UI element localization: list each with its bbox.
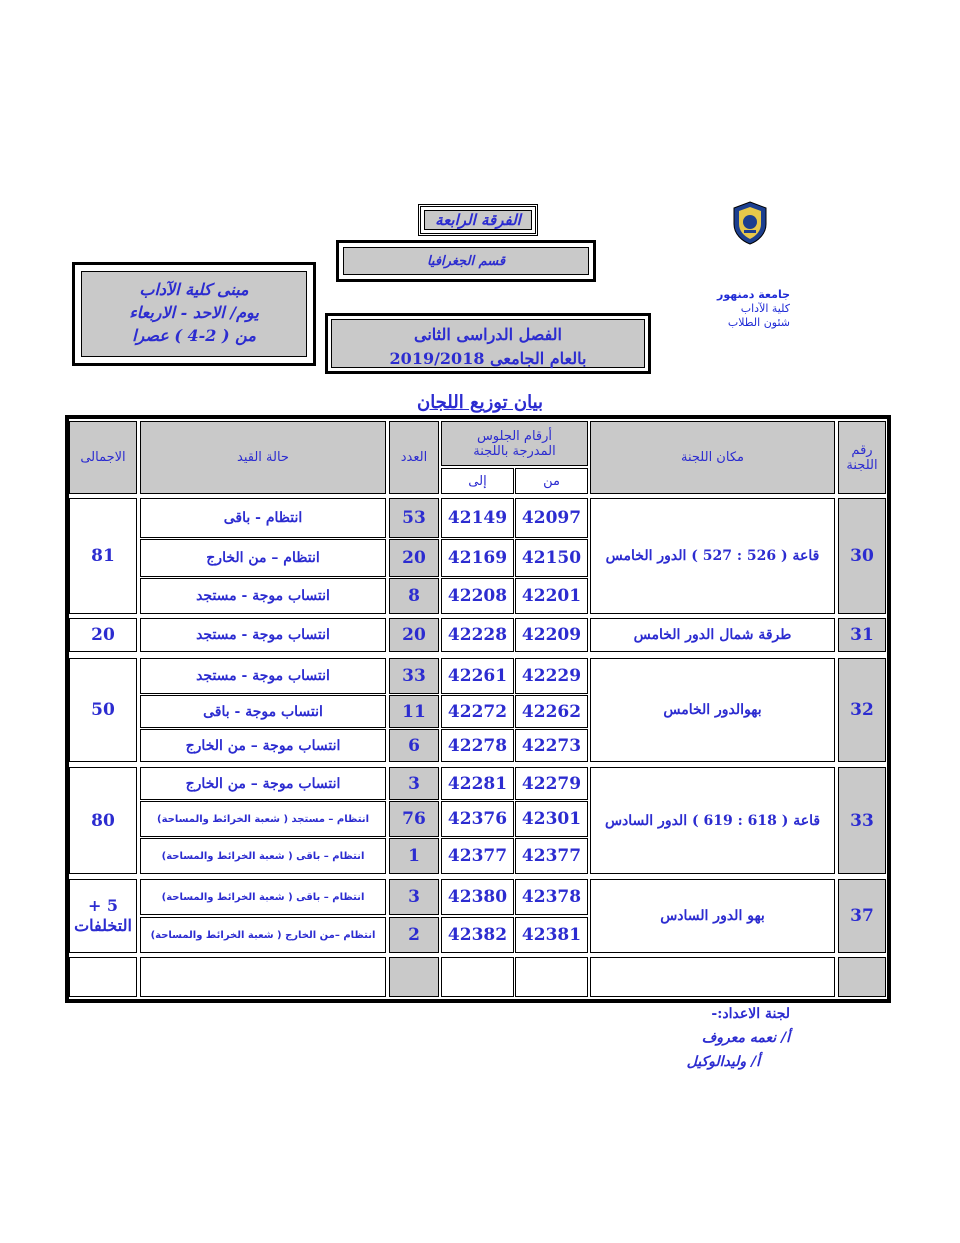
prepared-by (640, 1002, 790, 1074)
enrollment-status: انتساب موجة – من الخارج (140, 729, 386, 762)
committee-total: 81 (69, 498, 137, 614)
seat-from: 42262 (515, 695, 588, 728)
empty-cell (140, 957, 386, 997)
student-count: 1 (389, 838, 439, 874)
seat-to: 42380 (441, 879, 514, 915)
committee-total: 20 (69, 618, 137, 652)
committee-number: 32 (838, 658, 886, 762)
header-committee-no: رقم اللجنة (838, 421, 886, 494)
seat-from: 42209 (515, 618, 588, 652)
seat-from: 42381 (515, 917, 588, 953)
office-name: شئون الطلاب (727, 316, 790, 329)
enrollment-status: انتظام – من الخارج (140, 539, 386, 577)
seat-from: 42273 (515, 729, 588, 762)
seat-to: 42377 (441, 838, 514, 874)
seat-from: 42301 (515, 801, 588, 837)
level-box (418, 204, 538, 236)
committee-location: قاعة ( 526 : 527 ) الدور الخامس (590, 498, 835, 614)
committee-total: 5 + التخلفات (69, 879, 137, 953)
seat-from: 42279 (515, 767, 588, 800)
seat-to: 42272 (441, 695, 514, 728)
enrollment-status: انتظام – باقى ( شعبة الخرائط والمساحة) (140, 879, 386, 915)
header-status: حالة القيد (140, 421, 386, 494)
student-count: 76 (389, 801, 439, 837)
preparer-name: أ/ نعمه معروف (701, 1030, 790, 1046)
empty-cell (389, 957, 439, 997)
student-count: 20 (389, 618, 439, 652)
enrollment-status: انتساب موجة - باقى (140, 695, 386, 728)
seat-to: 42169 (441, 539, 514, 577)
header-seat-numbers: أرقام الجلوس المدرجة باللجنة (441, 421, 588, 466)
header-location: مكان اللجنة (590, 421, 835, 494)
header-to: إلى (441, 468, 514, 494)
committee-location: طرقة شمال الدور الخامس (590, 618, 835, 652)
enrollment-status: انتظام –من الخارج ( شعبة الخرائط والمساحة) (140, 917, 386, 953)
header-count: العدد (389, 421, 439, 494)
seat-from: 42097 (515, 498, 588, 538)
faculty-name: كلية الآداب (740, 302, 790, 315)
semester-line-1: الفصل الدراسى الثانى (414, 325, 562, 344)
prepared-by-label: لجنة الاعداد:- (711, 1006, 790, 1022)
seat-from: 42377 (515, 838, 588, 874)
building-info (81, 271, 307, 357)
enrollment-status: انتساب موجة – من الخارج (140, 767, 386, 800)
department-box (336, 240, 596, 282)
enrollment-status: انتظام – باقى ( شعبة الخرائط والمساحة) (140, 838, 386, 874)
student-count: 8 (389, 578, 439, 614)
page-title: بيان توزيع اللجان (416, 392, 544, 413)
committee-number: 37 (838, 879, 886, 953)
enrollment-status: انتساب موجة - مستجد (140, 618, 386, 652)
student-count: 11 (389, 695, 439, 728)
seat-to: 42228 (441, 618, 514, 652)
student-count: 20 (389, 539, 439, 577)
enrollment-status: انتساب موجة - مستجد (140, 658, 386, 694)
student-count: 2 (389, 917, 439, 953)
seat-to: 42149 (441, 498, 514, 538)
university-logo (730, 200, 770, 246)
committee-location: بهو الدور السادس (590, 879, 835, 953)
empty-cell (590, 957, 835, 997)
seat-to: 42278 (441, 729, 514, 762)
building-line-1: مبنى كلية الآداب (139, 280, 249, 299)
department-label: قسم الجغرافيا (343, 247, 589, 275)
seat-to: 42376 (441, 801, 514, 837)
seat-from: 42150 (515, 539, 588, 577)
committee-location: قاعة ( 618 : 619 ) الدور السادس (590, 767, 835, 874)
enrollment-status: انتظام – مستجد ( شعبة الخرائط والمساحة) (140, 801, 386, 837)
committee-number: 30 (838, 498, 886, 614)
committee-number: 33 (838, 767, 886, 874)
committee-total: 50 (69, 658, 137, 762)
student-count: 53 (389, 498, 439, 538)
university-name: جامعة دمنهور (716, 288, 790, 301)
empty-cell (441, 957, 514, 997)
student-count: 33 (389, 658, 439, 694)
semester-info (331, 319, 645, 368)
seat-from: 42378 (515, 879, 588, 915)
student-count: 3 (389, 767, 439, 800)
seat-to: 42382 (441, 917, 514, 953)
empty-cell (838, 957, 886, 997)
seat-to: 42261 (441, 658, 514, 694)
committee-location: بهوالدور الخامس (590, 658, 835, 762)
student-count: 3 (389, 879, 439, 915)
building-line-3: من ( 2-4 ) عصرا (132, 326, 256, 345)
enrollment-status: انتظام - باقى (140, 498, 386, 538)
header-from: من (515, 468, 588, 494)
header-total: الاجمالى (69, 421, 137, 494)
seat-to: 42281 (441, 767, 514, 800)
building-box (72, 262, 316, 366)
level-label: الفرقة الرابعة (424, 210, 532, 230)
university-info (690, 288, 790, 330)
semester-line-2: بالعام الجامعى 2019/2018 (389, 349, 587, 368)
building-line-2: يوم/ الاحد - الاربعاء (129, 303, 259, 322)
empty-cell (515, 957, 588, 997)
empty-cell (69, 957, 137, 997)
semester-box (325, 313, 651, 374)
seat-from: 42229 (515, 658, 588, 694)
student-count: 6 (389, 729, 439, 762)
seat-to: 42208 (441, 578, 514, 614)
preparer-name: أ/ وليدالوكيل (686, 1054, 760, 1070)
enrollment-status: انتساب موجة - مستجد (140, 578, 386, 614)
committee-number: 31 (838, 618, 886, 652)
committee-total: 80 (69, 767, 137, 874)
seat-from: 42201 (515, 578, 588, 614)
